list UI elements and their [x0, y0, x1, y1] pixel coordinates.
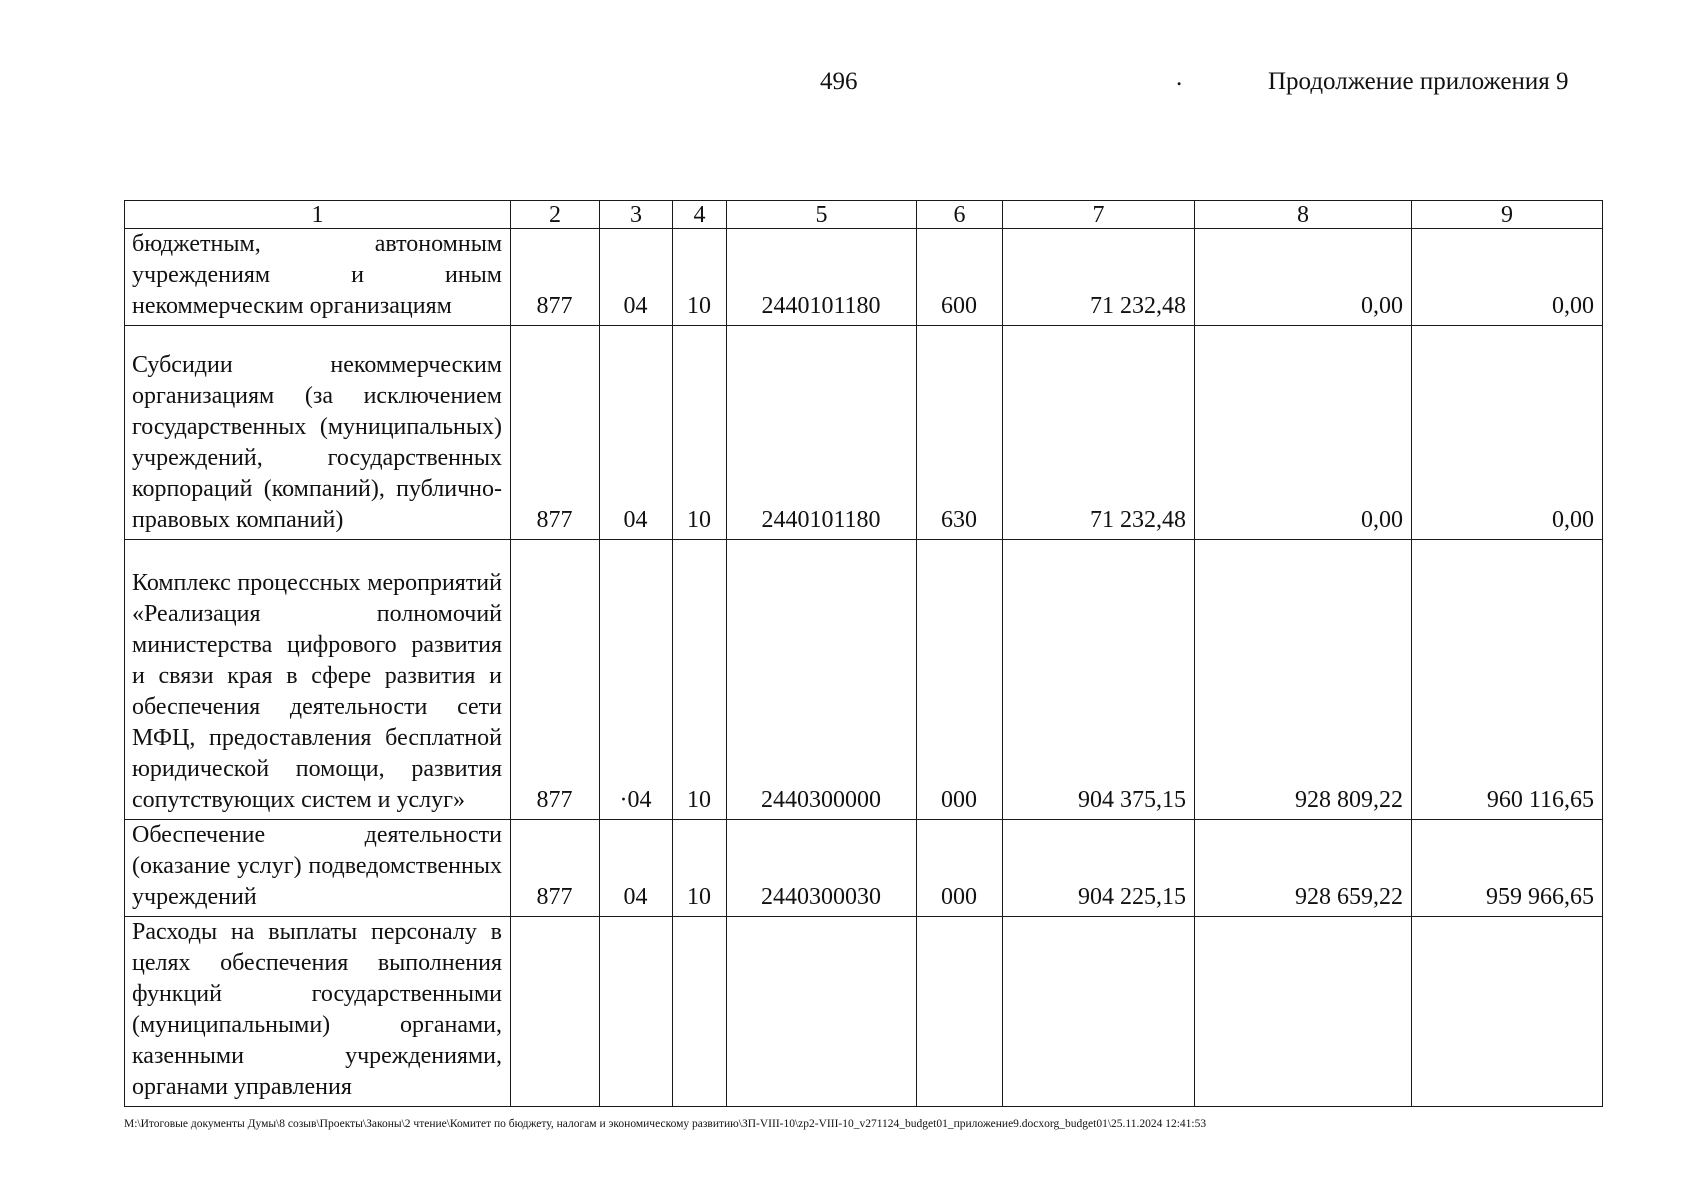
cell-ministry-code: 877 — [511, 540, 600, 820]
cell-ministry-code — [511, 917, 600, 1107]
cell-amount-col7: 904 375,15 — [1003, 540, 1195, 820]
cell-target-article: 2440101180 — [727, 326, 917, 540]
cell-amount-col9: 959 966,65 — [1412, 820, 1603, 917]
stray-dot: . — [1176, 64, 1183, 91]
cell-expense-type: 000 — [917, 540, 1003, 820]
row-description: бюджетным, автономным учреждениям и иным некоммерческим организациям — [125, 229, 511, 326]
row-description: Расходы на выплаты персоналу в целях обеспечения выполнения функций государственными (муниципальными) органами, казенными учреждениями, органами управления — [125, 917, 511, 1107]
cell-subsection: 10 — [673, 820, 727, 917]
cell-target-article: 2440101180 — [727, 229, 917, 326]
cell-ministry-code: 877 — [511, 326, 600, 540]
column-number: 2 — [511, 201, 600, 229]
cell-amount-col8: 928 809,22 — [1195, 540, 1412, 820]
continuation-label: Продолжение приложения 9 — [1268, 68, 1569, 95]
cell-amount-col8 — [1195, 917, 1412, 1107]
cell-expense-type: 600 — [917, 229, 1003, 326]
cell-amount-col8: 0,00 — [1195, 326, 1412, 540]
cell-target-article: 2440300000 — [727, 540, 917, 820]
cell-amount-col7: 71 232,48 — [1003, 229, 1195, 326]
column-number: 5 — [727, 201, 917, 229]
column-number: 7 — [1003, 201, 1195, 229]
cell-section: 04 — [600, 820, 673, 917]
cell-expense-type — [917, 917, 1003, 1107]
cell-section — [600, 917, 673, 1107]
column-number-row — [125, 201, 1603, 229]
cell-amount-col7: 71 232,48 — [1003, 326, 1195, 540]
cell-target-article: 2440300030 — [727, 820, 917, 917]
cell-expense-type: 630 — [917, 326, 1003, 540]
cell-section: 04 — [600, 229, 673, 326]
cell-amount-col7 — [1003, 917, 1195, 1107]
table-row — [125, 820, 1603, 917]
column-number: 9 — [1412, 201, 1603, 229]
cell-subsection — [673, 917, 727, 1107]
column-number: 1 — [125, 201, 511, 229]
page-number: 496 — [820, 68, 858, 95]
cell-subsection: 10 — [673, 229, 727, 326]
column-number: 6 — [917, 201, 1003, 229]
column-number: 3 — [600, 201, 673, 229]
budget-table — [124, 200, 1603, 1107]
row-description: Комплекс процессных мероприятий «Реализация полномочий министерства цифрового развития и связи края в сфере развития и обеспечения деятельности сети МФЦ, предоставления бесплатной юридической помощи, развития сопутствующих систем и услуг» — [125, 540, 511, 820]
table-row — [125, 917, 1603, 1107]
cell-amount-col9: 0,00 — [1412, 229, 1603, 326]
row-description: Обеспечение деятельности (оказание услуг) подведомственных учреждений — [125, 820, 511, 917]
column-number: 4 — [673, 201, 727, 229]
table-row — [125, 326, 1603, 540]
cell-ministry-code: 877 — [511, 229, 600, 326]
cell-ministry-code: 877 — [511, 820, 600, 917]
row-description: Субсидии некоммерческим организациям (за исключением государственных (муниципальных) учреждений, государственных корпораций (компаний), публично-правовых компаний) — [125, 326, 511, 540]
cell-target-article — [727, 917, 917, 1107]
cell-section: 04 — [600, 326, 673, 540]
table-row — [125, 540, 1603, 820]
cell-amount-col8: 928 659,22 — [1195, 820, 1412, 917]
table-row — [125, 229, 1603, 326]
file-path-footer: М:\Итоговые документы Думы\8 созыв\Проекты\Законы\2 чтение\Комитет по бюджету, налогам и экономическому развитию\ЗП-VIII-10\zp2-VIII-10_v271124_budget01_приложение9.docxorg_budget01\25.11.2024 12:41:53 — [124, 1118, 1207, 1130]
cell-amount-col9 — [1412, 917, 1603, 1107]
cell-amount-col7: 904 225,15 — [1003, 820, 1195, 917]
column-number: 8 — [1195, 201, 1412, 229]
cell-expense-type: 000 — [917, 820, 1003, 917]
cell-amount-col9: 0,00 — [1412, 326, 1603, 540]
cell-amount-col8: 0,00 — [1195, 229, 1412, 326]
cell-amount-col9: 960 116,65 — [1412, 540, 1603, 820]
cell-subsection: 10 — [673, 540, 727, 820]
cell-subsection: 10 — [673, 326, 727, 540]
cell-section: ·04 — [600, 540, 673, 820]
